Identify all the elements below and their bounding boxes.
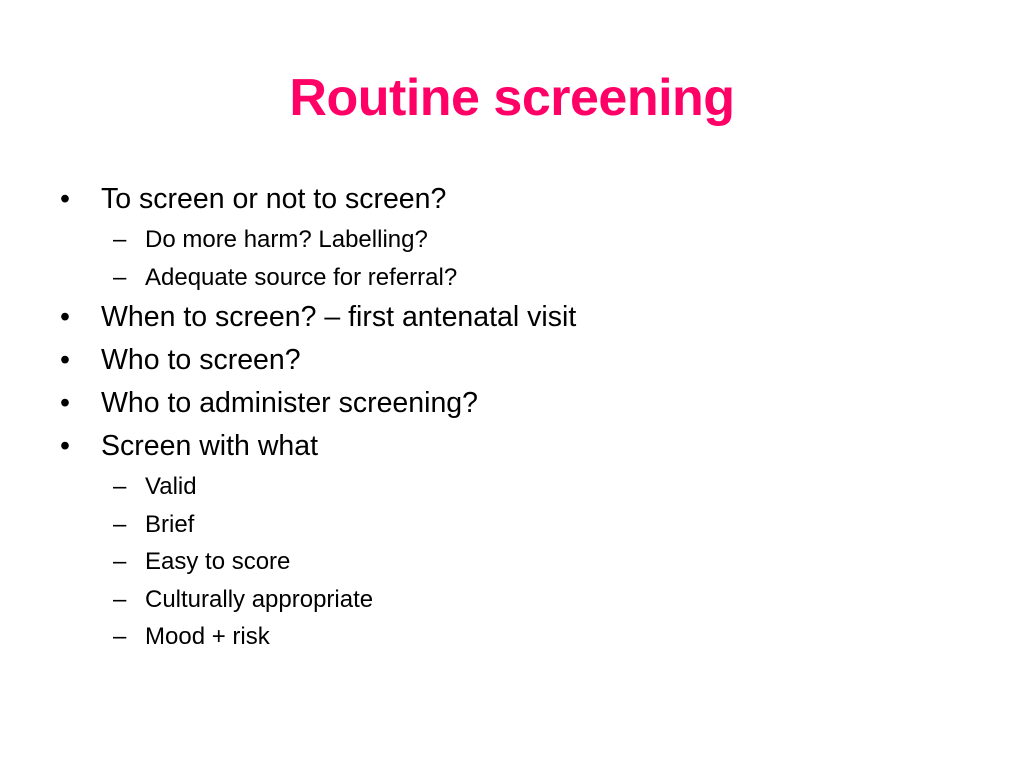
sub-bullet-item bbox=[60, 468, 960, 506]
bullet-item bbox=[60, 296, 960, 339]
sub-bullet-item bbox=[60, 543, 960, 581]
bullet-text: Adequate source for referral? bbox=[145, 263, 458, 291]
bullet-text: Brief bbox=[145, 510, 195, 538]
sub-bullet-item bbox=[60, 618, 960, 656]
bullet-text: Valid bbox=[145, 473, 197, 500]
dash-marker: – bbox=[113, 510, 127, 538]
dash-marker: – bbox=[113, 473, 127, 500]
dash-marker: – bbox=[113, 585, 127, 613]
dash-marker: – bbox=[113, 548, 127, 575]
bullet-item bbox=[60, 178, 960, 221]
bullet-text: Mood + risk bbox=[145, 623, 270, 650]
bullet-marker: • bbox=[60, 430, 70, 462]
bullet-item bbox=[60, 382, 960, 425]
sub-bullet-item bbox=[60, 259, 960, 297]
sub-bullet-item bbox=[60, 221, 960, 259]
bullet-marker: • bbox=[60, 301, 70, 333]
sub-bullet-item bbox=[60, 581, 960, 619]
bullet-text: Easy to score bbox=[145, 548, 291, 575]
bullet-marker: • bbox=[60, 183, 70, 215]
bullet-marker: • bbox=[60, 344, 70, 376]
bullet-text: Do more harm? Labelling? bbox=[145, 226, 428, 253]
bullet-marker: • bbox=[60, 387, 70, 419]
bullet-list bbox=[60, 178, 960, 656]
bullet-text: Who to administer screening? bbox=[101, 387, 479, 419]
bullet-item bbox=[60, 425, 960, 468]
dash-marker: – bbox=[113, 226, 127, 253]
bullet-text: To screen or not to screen? bbox=[101, 183, 447, 215]
bullet-text: When to screen? – first antenatal visit bbox=[101, 301, 577, 333]
bullet-text: Culturally appropriate bbox=[145, 585, 374, 613]
dash-marker: – bbox=[113, 263, 127, 291]
sub-bullet-item bbox=[60, 506, 960, 544]
bullet-text: Who to screen? bbox=[101, 344, 301, 376]
slide-title: Routine screening bbox=[289, 69, 735, 127]
bullet-text: Screen with what bbox=[101, 430, 319, 462]
bullet-item bbox=[60, 339, 960, 382]
dash-marker: – bbox=[113, 623, 127, 650]
